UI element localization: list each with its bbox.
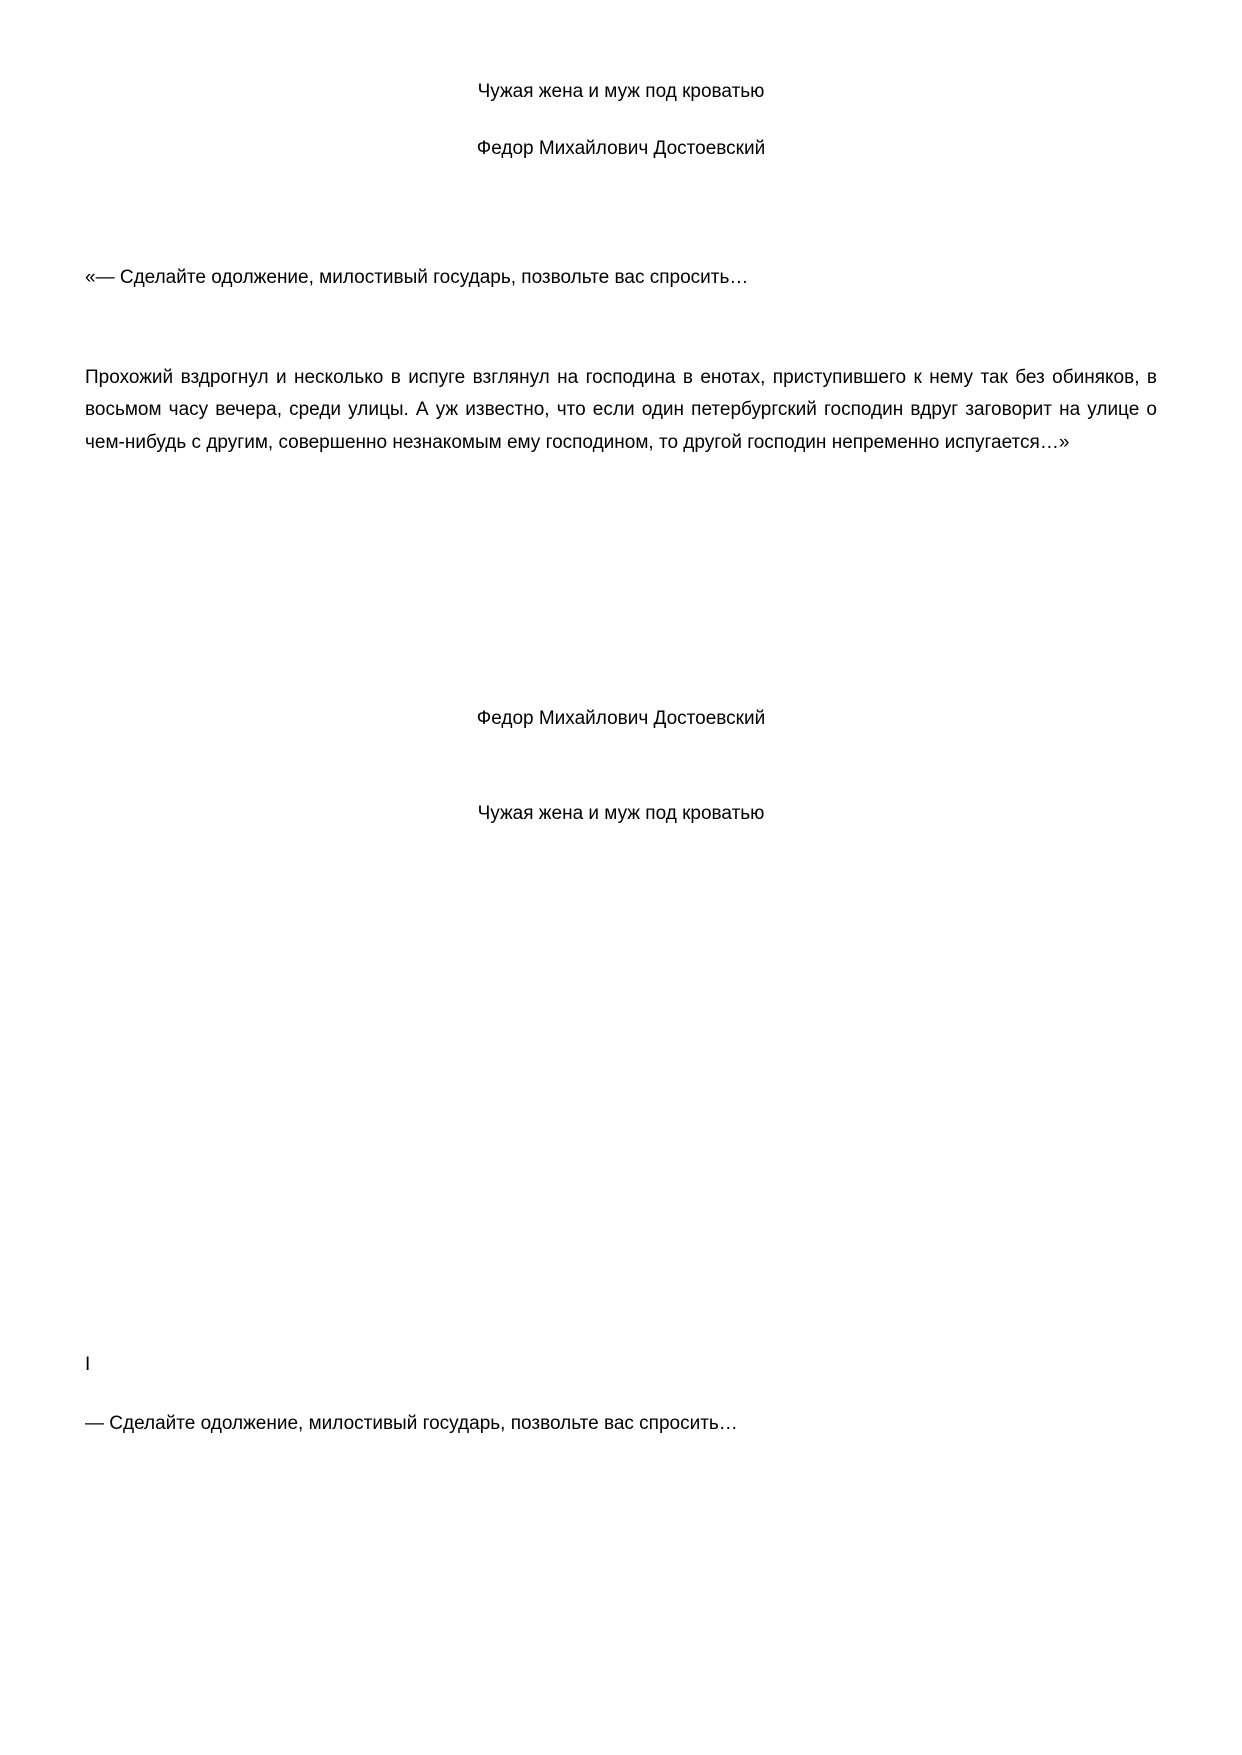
section-number: I	[85, 1353, 91, 1375]
first-dialog-line: — Сделайте одолжение, милостивый государь, позвольте вас спросить…	[85, 1413, 738, 1435]
page-header-title: Чужая жена и муж под кроватью	[477, 81, 765, 102]
page-header-author: Федор Михайлович Достоевский	[476, 137, 766, 159]
epigraph-body-paragraph: Прохожий вздрогнул и несколько в испуге взглянул на господина в енотах, приступившего к нему так без обиняков, в восьмом часу вечера, среди улицы. А уж известно, что если один петербургский господин вдруг заговорит на улице о чем-нибудь с другим, совершенно незнакомым ему господином, то другой господин непременно испугается…»	[85, 366, 1157, 453]
title-page-author: Федор Михайлович Достоевский	[476, 707, 766, 729]
title-page-title: Чужая жена и муж под кроватью	[477, 803, 765, 825]
epigraph-opening-line: «— Сделайте одолжение, милостивый государь, позвольте вас спросить…	[85, 267, 749, 289]
